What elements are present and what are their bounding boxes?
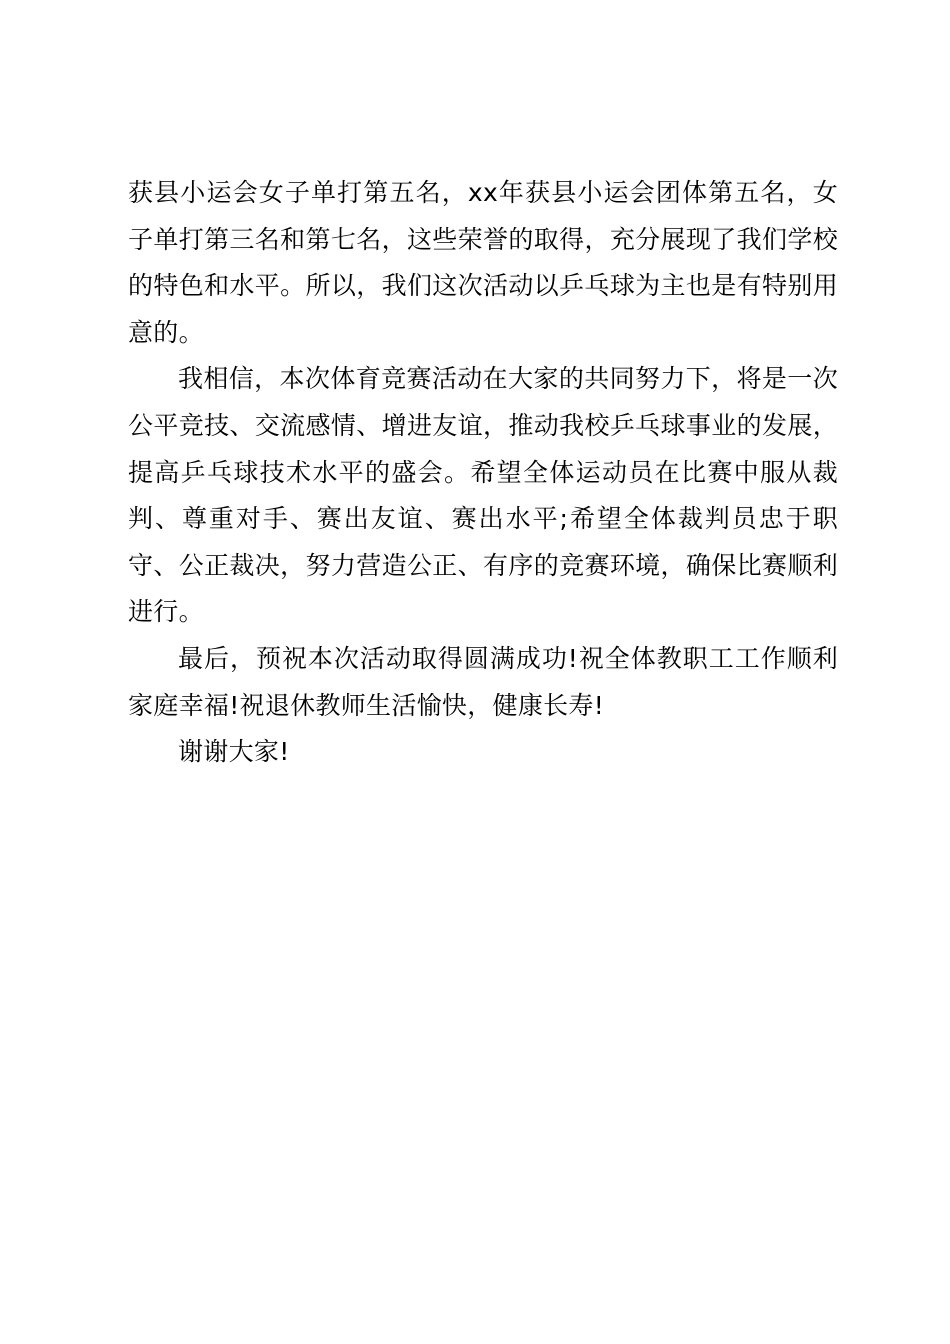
document-body [128,170,838,776]
paragraph-continuation: 获县小运会女子单打第五名，xx年获县小运会团体第五名，女子单打第三名和第七名，这些荣誉的取得，充分展现了我们学校的特色和水平。所以，我们这次活动以乒乓球为主也是有特别用意的。 [128,178,838,347]
paragraph-wishes: 最后，预祝本次活动取得圆满成功!祝全体教职工工作顺利家庭幸福!祝退休教师生活愉快，健康长寿! [128,643,838,720]
paragraph-expectations: 我相信，本次体育竞赛活动在大家的共同努力下，将是一次公平竞技、交流感情、增进友谊，推动我校乒乓球事业的发展，提高乒乓球技术水平的盛会。希望全体运动员在比赛中服从裁判、尊重对手、赛出友谊、赛出水平;希望全体裁判员忠于职守、公正裁决，努力营造公正、有序的竞赛环境，确保比赛顺利进行。 [128,364,838,627]
paragraph-thanks: 谢谢大家! [178,737,290,767]
